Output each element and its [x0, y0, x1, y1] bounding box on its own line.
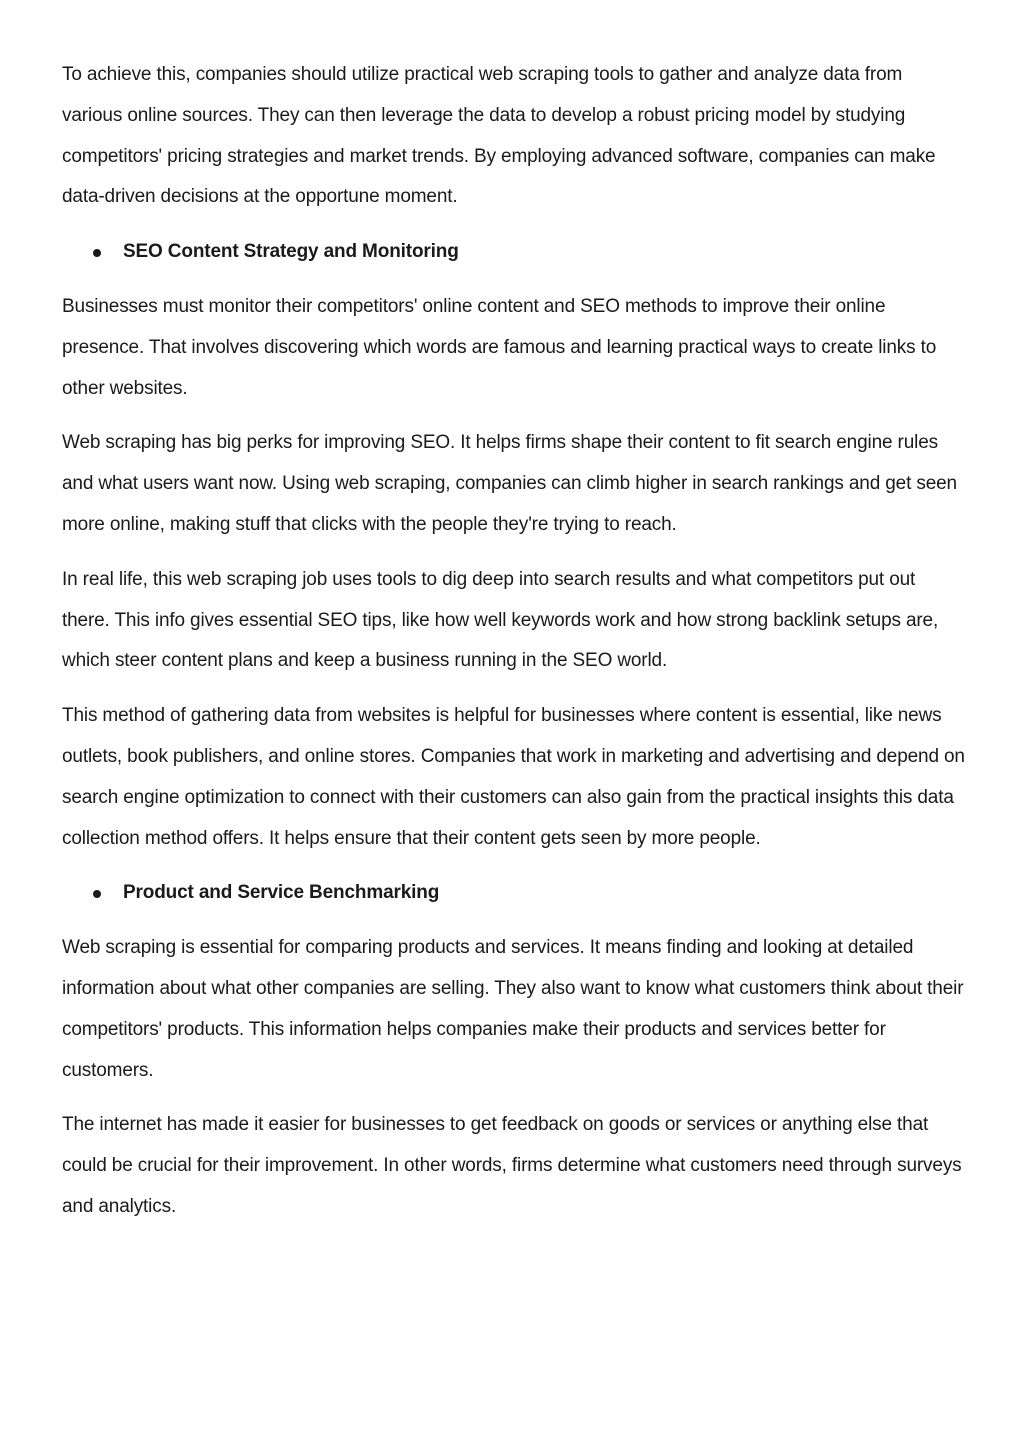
- bullet-dot-icon: [93, 890, 101, 898]
- paragraph-seo-monitor: Businesses must monitor their competitors' online content and SEO methods to improve their online presence. That involves discovering which words are famous and learning practical ways to create links to other websites.: [62, 295, 937, 399]
- paragraph-benchmarking: Web scraping is essential for comparing products and services. It means finding and looking at detailed information about what other companies are selling. They also want to know what customers think about their competitors' products. This information helps companies make their products and services better for customers.: [62, 937, 964, 1081]
- paragraph-pricing-tools: To achieve this, companies should utilize practical web scraping tools to gather and analyze data from various online sources. They can then leverage the data to develop a robust pricing model by studying competitors' pricing strategies and market trends. By employing advanced software, companies can make data-driven decisions at the opportune moment.: [62, 64, 936, 208]
- paragraph-seo-perks: Web scraping has big perks for improving SEO. It helps firms shape their content to fit search engine rules and what users want now. Using web scraping, companies can climb higher in search rankings and get seen more online, making stuff that clicks with the people they're trying to reach.: [62, 432, 957, 535]
- bullet-heading-label: SEO Content Strategy and Monitoring: [123, 241, 459, 263]
- bullet-heading-benchmarking: [62, 873, 967, 914]
- paragraph-seo-real-life: In real life, this web scraping job uses tools to dig deep into search results and what competitors put out there. This info gives essential SEO tips, like how well keywords work and how strong backlink setups are, which steer content plans and keep a business running in the SEO world.: [62, 568, 939, 672]
- paragraph-seo-industries: This method of gathering data from websites is helpful for businesses where content is essential, like news outlets, book publishers, and online stores. Companies that work in marketing and advertising and depend on search engine optimization to connect with their customers can also gain from the practical insights this data collection method offers. It helps ensure that their content gets seen by more people.: [62, 705, 965, 849]
- bullet-heading-label: Product and Service Benchmarking: [123, 882, 440, 904]
- paragraph-feedback: The internet has made it easier for businesses to get feedback on goods or services or anything else that could be crucial for their improvement. In other words, firms determine what customers need through surveys and analytics.: [62, 1114, 962, 1217]
- bullet-heading-seo: [62, 232, 967, 273]
- document-body: [62, 55, 967, 1242]
- bullet-dot-icon: [93, 249, 101, 257]
